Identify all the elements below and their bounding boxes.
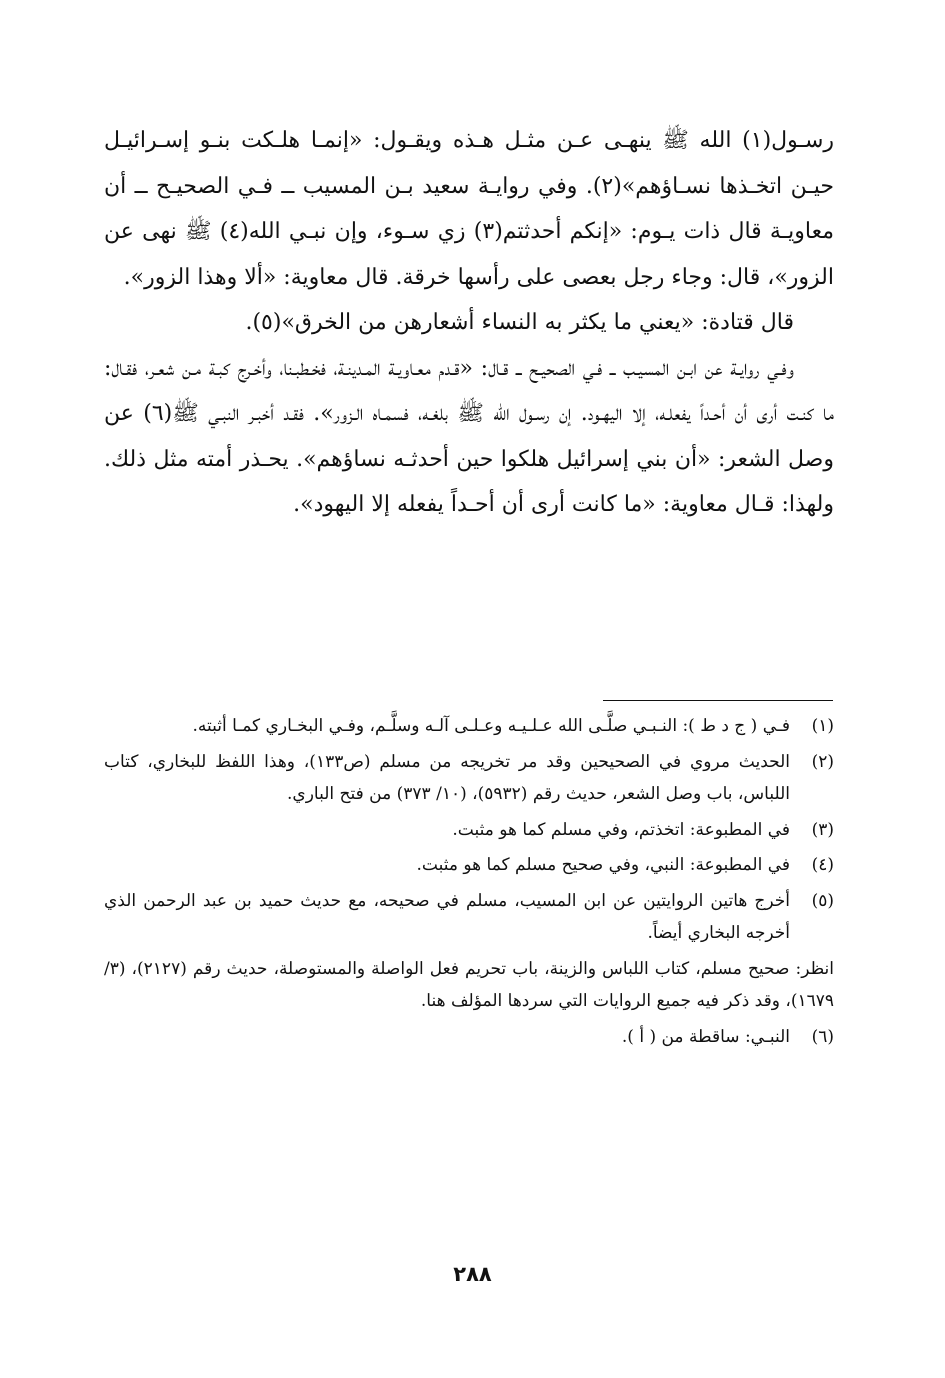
footnote-number: (٢) [811, 751, 834, 772]
footnote-6 [104, 1021, 834, 1054]
paragraph-3: وفـي روايـة عن ابـن المسيـب ــ فـي الصحيـح ــ قـال: «قـدم معـاويـة المـدينـة، فخـطبـنا، وأخـرج كبـة مـن شعـر، فقـال: ما كنـت أرى أن أحـداً يفعلـه، إلا اليهـود. إن رسـول الله ﷺ بلغـه، فسمـاه الـزور». فقـد أخبـر النبـي ﷺ(٦) عن وصل الشعر: «أن بني إسرائيل هلكوا حين أحدثـه نساؤهم». يحـذر أمته مثل ذلك. ولهذا: قـال معاوية: «ما كانت أرى أن أحـداً يفعله إلا اليهود». [104, 355, 834, 517]
footnote-text: في المطبوعة: اتخذتم، وفي مسلم كما هو مثبت. [452, 819, 790, 840]
paragraph-2: قال قتادة: «يعني ما يكثر به النساء أشعارهن من الخرق»(٥). [245, 310, 794, 335]
paragraph-1: رسـول(١) الله ﷺ ينهـى عـن مثـل هـذه ويقـول: «إنمـا هلـكت بنـو إسـرائيـل حيـن اتخـذها نسـاؤهم»(٢). وفي روايـة سعيد بـن المسيب ــ فـي الصحيـح ــ أن معاويـة قال ذات يـوم: «إنكم أحدثتم(٣) زي سـوء، وإن نبـي الله(٤) ﷺ نهى عن الزور»، قال: وجاء رجل بعصى على رأسها خرقة. قال معاوية: «ألا وهذا الزور». [104, 128, 834, 290]
footnote-text: أخرج هاتين الروايتين عن ابن المسيب، مسلم في صحيحه، مع حديث حميد بن عبد الرحمن الذي أخرجه البخاري أيضاً. [104, 890, 790, 943]
footnote-number: (١) [811, 716, 834, 736]
footnote-divider [603, 700, 833, 701]
footnote-text: فـي ( ج د ط ): النـبـي صلَّـى الله عـلـيـه وعـلـى آلـه وسلَّـم، وفـي البخـاري كمـا أثبته. [192, 716, 790, 736]
footnote-text: النبـي: ساقطة من ( أ ). [621, 1026, 790, 1047]
footnote-text: في المطبوعة: النبي، وفي صحيح مسلم كما هو مثبت. [416, 855, 790, 875]
footnote-number: (٤) [811, 855, 834, 875]
footnote-number: (٦) [811, 1026, 834, 1047]
main-text [104, 118, 834, 528]
footnote-5 [104, 885, 834, 950]
footnote-number: (٥) [811, 890, 834, 911]
footnote-3 [104, 814, 834, 847]
footnote-4 [104, 849, 834, 882]
footnote-text: الحديث مروي في الصحيحين وقد مر تخريجه من مسلم (ص١٣٣)، وهذا اللفظ للبخاري، كتاب اللباس، باب وصل الشعر، حديث رقم (٥٩٣٢)، (١٠/ ٣٧٣) من فتح الباري. [104, 751, 791, 804]
footnotes [104, 710, 834, 1056]
footnote-number: (٣) [811, 819, 834, 840]
footnote-1 [104, 710, 834, 743]
footnote-5-continuation: انظر: صحيح مسلم، كتاب اللباس والزينة، باب تحريم فعل الواصلة والمستوصلة، حديث رقم (٢١٢٧)، (٣/ ١٦٧٩)، وقد ذكر فيه جميع الروايات التي سردها المؤلف هنا. [104, 958, 835, 1011]
footnote-2 [104, 746, 834, 811]
page-number: ٢٨٨ [453, 1262, 492, 1286]
